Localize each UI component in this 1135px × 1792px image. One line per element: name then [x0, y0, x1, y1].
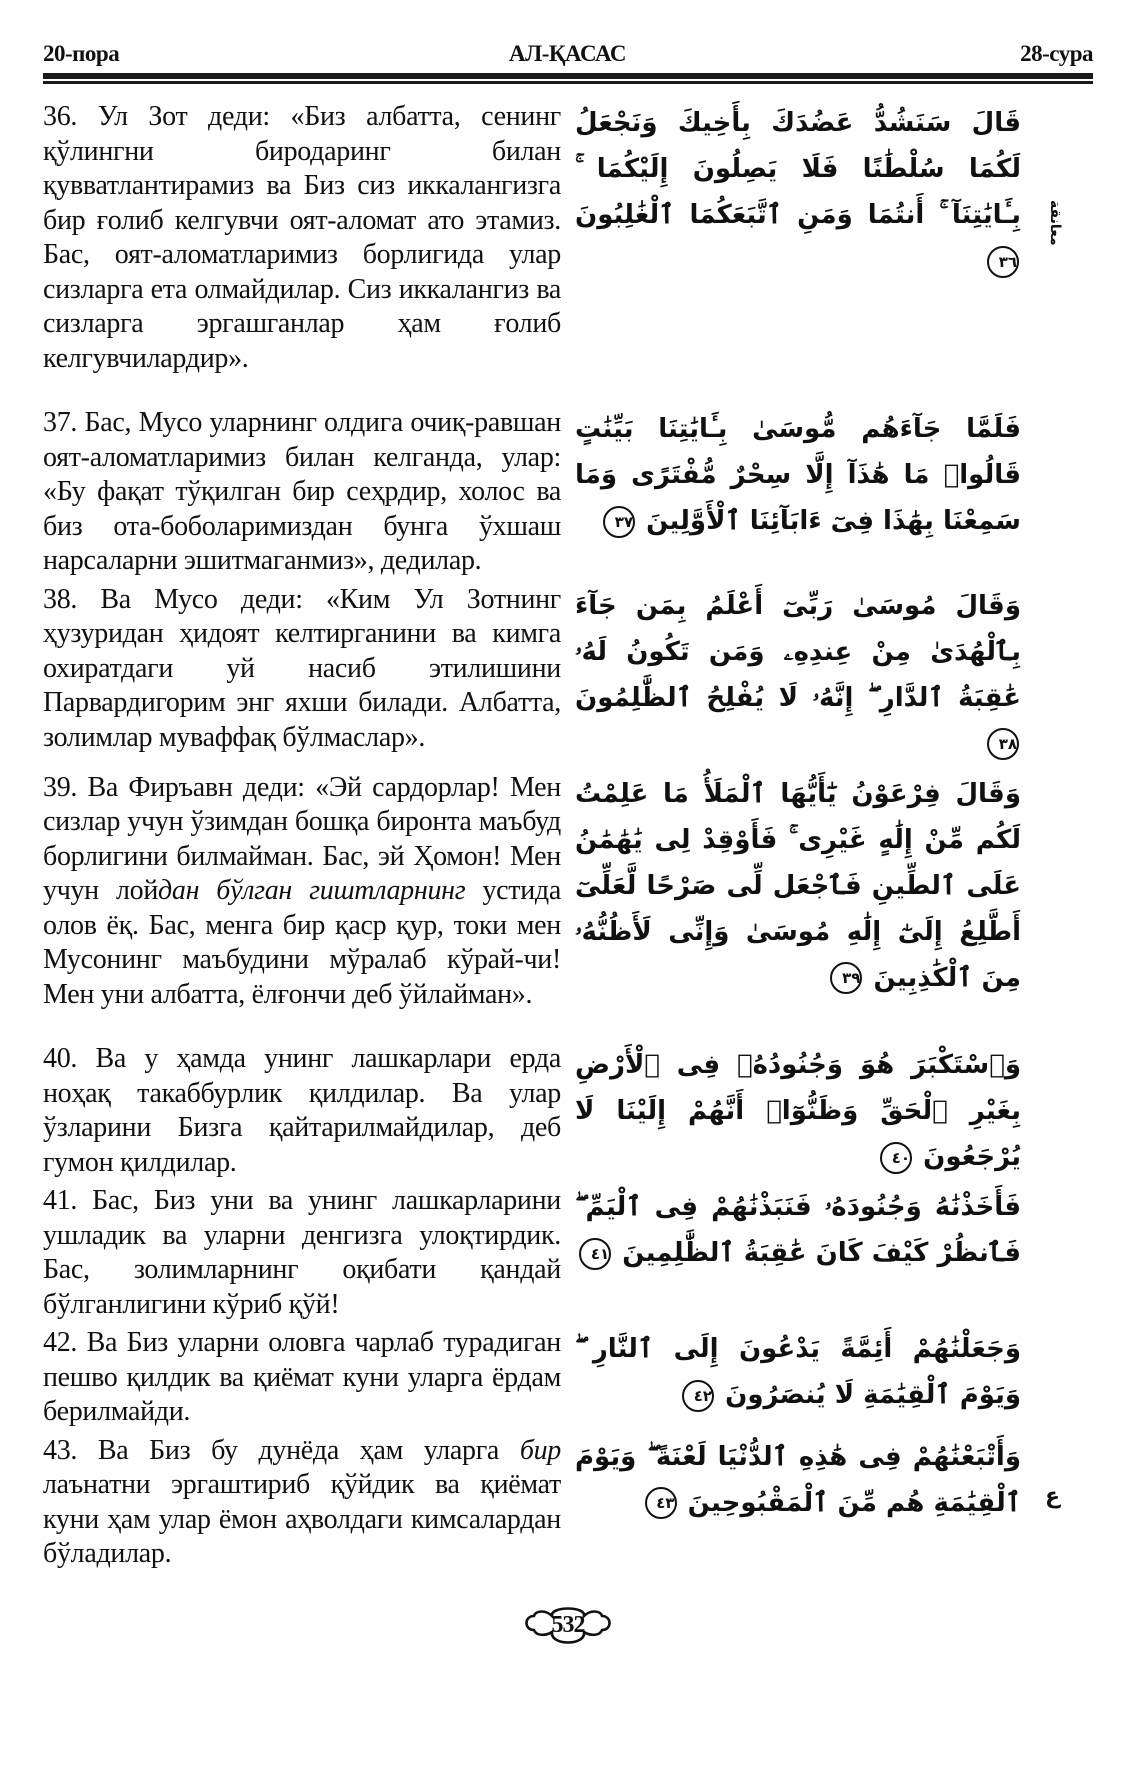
verse-list: [0, 86, 1135, 1572]
translation-text: устида олов ёқ. Бас, менга бир қаср қур, токи мен Мусонинг маъбудини мўралаб кўрай-чи! Мен уни албатта, ёлғончи деб ўйлайман».: [43, 875, 561, 1010]
header-rule-thin: [43, 81, 1093, 84]
muanaqa-waqf-sign: معانقة: [1047, 200, 1063, 246]
margin-column: [1027, 1326, 1095, 1430]
surah-number: 28-сура: [1020, 41, 1093, 66]
translation-text: лаънатни эргаштириб қўйдик ва қиёмат куни ҳам улар ёмон аҳволдаги кимсалардан бўладилар.: [43, 1469, 561, 1569]
arabic-text: وَقَالَ فِرْعَوْنُ يَٰٓأَيُّهَا ٱلْمَلَأُ مَا عَلِمْتُ لَكُم مِّنْ إِلَٰهٍ غَيْرِى ۚ فَأَوْقِدْ لِى يَٰهَٰمَٰنُ عَلَى ٱلطِّينِ فَٱجْعَل لِّى صَرْحًا لَّعَلِّىٓ أَطَّلِعُ إِلَىٰٓ إِلَٰهِ مُوسَىٰ وَإِنِّى لَأَظُنُّهُۥ مِنَ ٱلْكَٰذِبِينَ: [575, 778, 1021, 993]
page-footer: [0, 1572, 1135, 1682]
arabic-text: وَجَعَلْنَٰهُمْ أَئِمَّةً يَدْعُونَ إِلَى ٱلنَّارِ ۖ وَيَوْمَ ٱلْقِيَٰمَةِ لَا يُنصَرُونَ: [575, 1334, 1021, 1410]
translation-verse-39: [43, 771, 565, 1013]
margin-column: [1027, 100, 1095, 376]
arabic-verse-40: [565, 1042, 1027, 1180]
page-number: 532: [551, 1611, 585, 1638]
arabic-text: قَالَ سَنَشُدُّ عَضُدَكَ بِأَخِيكَ وَنَجْعَلُ لَكُمَا سُلْطَٰنًا فَلَا يَصِلُونَ إِلَيْكُمَا ۚ بِـَٔايَٰتِنَآ ۚ أَنتُمَا وَمَنِ ٱتَّبَعَكُمَا ٱلْغَٰلِبُونَ: [575, 108, 1021, 230]
translation-verse-42: 42. Ва Биз уларни оловга чарлаб турадиган пешво қилдик ва қиёмат куни уларга ёрдам берилмайди.: [43, 1327, 561, 1427]
margin-column: [1027, 1042, 1095, 1180]
header-rule-thick: [43, 73, 1093, 79]
margin-column: [1027, 583, 1095, 767]
surah-title: АЛ-ҚАСАС: [508, 41, 627, 66]
translation-verse-36: 36. Ул Зот деди: «Биз албатта, сенинг қўлингни биродаринг билан қувватлантирамиз ва Биз сиз иккалангизга бир ғолиб келгувчи оят-аломат ато этамиз. Бас, оят-аломатларимиз борлигида улар сизларга ета олмайдилар. Сиз иккалангиз ва сизларга эргашганлар ҳам ғолиб келгувчилардир».: [43, 101, 561, 374]
page-header: [0, 0, 1135, 86]
translation-verse-40: 40. Ва у ҳамда унинг лашкарлари ерда ноҳақ такаббурлик қилдилар. Ва улар ўзларини Бизга қайтарилмайдилар, деб гумон қилдилар.: [43, 1043, 561, 1178]
arabic-verse-38: [565, 583, 1027, 767]
translation-verse-43: [43, 1434, 565, 1572]
arabic-text: وَأَتْبَعْنَٰهُمْ فِى هَٰذِهِ ٱلدُّنْيَا لَعْنَةً ۖ وَيَوْمَ ٱلْقِيَٰمَةِ هُم مِّنَ ٱلْمَقْبُوحِينَ: [575, 1441, 1021, 1518]
arabic-verse-42: [565, 1326, 1027, 1430]
ayah-marker: ٣٦: [987, 246, 1019, 278]
margin-column: [1027, 1434, 1095, 1572]
ayah-marker: ٤٢: [682, 1380, 714, 1412]
verse-row-43: [43, 1434, 1095, 1572]
ayah-marker: ٣٨: [987, 728, 1019, 760]
ayah-marker: ٤١: [579, 1238, 611, 1270]
margin-column: [1027, 406, 1095, 579]
verse-row-37: [43, 406, 1095, 579]
translation-italic-insert: бир: [519, 1434, 561, 1466]
page-number-ornament: [522, 1602, 614, 1650]
arabic-verse-43: [565, 1434, 1027, 1572]
arabic-text: فَلَمَّا جَآءَهُم مُّوسَىٰ بِـَٔايَٰتِنَا بَيِّنَٰتٍ قَالُوا۟ مَا هَٰذَآ إِلَّا سِحْرٌ مُّفْتَرًى وَمَا سَمِعْنَا بِهَٰذَا فِىٓ ءَابَآئِنَا ٱلْأَوَّلِينَ: [575, 414, 1021, 536]
translation-italic-insert: дан бўлган гиштларнинг: [158, 875, 466, 906]
margin-column: [1027, 771, 1095, 1013]
juz-label: 20-пора: [43, 41, 120, 66]
translation-text: 43. Ва Биз бу дунёда ҳам уларга: [43, 1434, 520, 1466]
arabic-verse-37: [565, 406, 1027, 579]
ruku-sign: ع: [1045, 1483, 1061, 1509]
verse-row-42: [43, 1326, 1095, 1430]
translation-verse-38: 38. Ва Мусо деди: «Ким Ул Зотнинг ҳузуридан ҳидоят келтирганини ва кимга охиратдаги уй насиб этилишини Парвардигорим энг яхши билади. Албатта, золимлар муваффақ бўлмаслар».: [43, 583, 561, 753]
arabic-text: وَقَالَ مُوسَىٰ رَبِّىٓ أَعْلَمُ بِمَن جَآءَ بِٱلْهُدَىٰ مِنْ عِندِهِۦ وَمَن تَكُونُ لَهُۥ عَٰقِبَةُ ٱلدَّارِ ۖ إِنَّهُۥ لَا يُفْلِحُ ٱلظَّٰلِمُونَ: [575, 590, 1021, 713]
arabic-text: فَأَخَذْنَٰهُ وَجُنُودَهُۥ فَنَبَذْنَٰهُمْ فِى ٱلْيَمِّ ۖ فَٱنظُرْ كَيْفَ كَانَ عَٰقِبَةُ ٱلظَّٰلِمِينَ: [575, 1192, 1021, 1268]
verse-row-40: [43, 1042, 1095, 1180]
verse-row-36: [43, 100, 1095, 376]
translation-verse-37: 37. Бас, Мусо уларнинг олдига очиқ-равшан оят-аломатларимиз билан келганда, улар: «Бу фақат тўқилган бир сеҳрдир, холос ва биз ота-боболаримиздан бунга ўхшаш нарсаларни эшитмаганмиз», дедилар.: [43, 407, 561, 576]
arabic-text: وَٱسْتَكْبَرَ هُوَ وَجُنُودُهُۥ فِى ٱلْأَرْضِ بِغَيْرِ ٱلْحَقِّ وَظَنُّوٓا۟ أَنَّهُمْ إِلَيْنَا لَا يُرْجَعُونَ: [575, 1050, 1021, 1172]
ayah-marker: ٣٩: [830, 962, 862, 994]
translation-verse-41: 41. Бас, Биз уни ва унинг лашкарларини ушладик ва уларни денгизга улоқтирдик. Бас, золимларнинг оқибати қандай бўлганлигини кўриб қўй!: [43, 1185, 561, 1320]
verse-row-41: [43, 1184, 1095, 1322]
margin-column: [1027, 1184, 1095, 1322]
translation-text: 39. Ва Фиръавн деди: «Эй сардорлар! Мен сизлар учун ўзимдан бошқа биронта маъбуд борлигини билмайман. Бас, эй Ҳомон! Мен учун лой: [43, 771, 561, 906]
arabic-verse-41: [565, 1184, 1027, 1322]
arabic-verse-39: [565, 771, 1027, 1013]
verse-row-38: [43, 583, 1095, 767]
ayah-marker: ٣٧: [603, 506, 635, 538]
verse-row-39: [43, 771, 1095, 1013]
ayah-marker: ٤٣: [645, 1487, 677, 1519]
arabic-verse-36: [565, 100, 1027, 376]
ayah-marker: ٤٠: [880, 1142, 912, 1174]
